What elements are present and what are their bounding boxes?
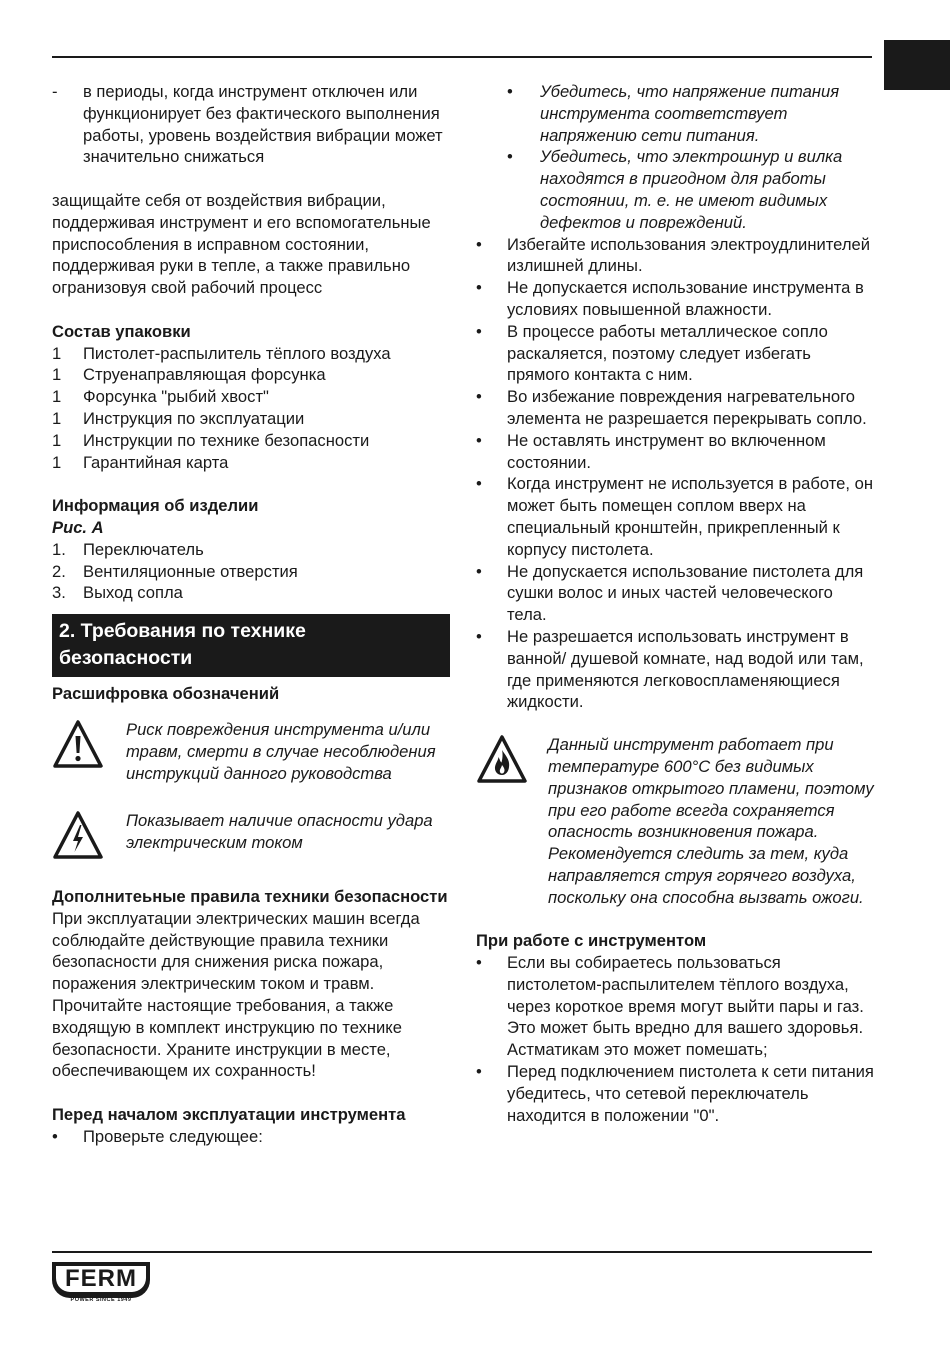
electric-shock-triangle-icon	[52, 810, 104, 860]
fire-warning-row	[476, 734, 876, 908]
logo-frame	[52, 1262, 150, 1298]
additional-rules-text: При эксплуатации электрических машин всегда соблюдайте действующие правила техники безопасности для снижения риска пожара, поражения электрическим током и травм. Прочитайте настоящие требования, а также входящую в комплект инструкцию по технике безопасности. Храните инструкции в месте, обеспечивающем их сохранность!	[52, 908, 420, 1081]
package-qty: 1	[52, 430, 62, 450]
rule-item-text: Во избежание повреждения нагревательного элемента не разрешается перекрывать сопло.	[507, 387, 867, 428]
product-part-item	[52, 561, 452, 583]
rule-item-text: Не допускается использование инструмента в условиях повышенной влажности.	[507, 278, 864, 319]
package-qty: 1	[52, 452, 62, 472]
before-use-heading: Перед началом эксплуатации инструмента	[52, 1104, 406, 1124]
fire-warning-text: Данный инструмент работает при температуре 600°C без видимых признаков открытого пламени, поэтому при его работе всегда сохраняется опасность возникновения пожара. Рекомендуется следить за тем, куда направляется струя горячего воздуха, поскольку она способна вызвать ожоги.	[548, 735, 874, 907]
bullet-marker: •	[507, 82, 513, 101]
package-item-text: Инструкция по эксплуатации	[83, 408, 305, 428]
part-name: Вентиляционные отверстия	[83, 561, 298, 581]
bottom-rule	[52, 1251, 872, 1253]
additional-rules-heading: Дополнитеьные правила техники безопасности	[52, 886, 448, 906]
package-item-text: Струенаправляющая форсунка	[83, 365, 326, 385]
rule-item-text: Избегайте использования электроудлинителей излишней длины.	[507, 234, 871, 276]
package-item	[52, 386, 452, 408]
exclamation-triangle-icon	[52, 719, 104, 769]
bullet-marker: •	[476, 626, 482, 646]
warning-legend-text: Риск повреждения инструмента и/или травм, смерти в случае несоблюдения инструкций данного руководства	[126, 719, 436, 783]
rule-item-text: Не оставлять инструмент во включенном состоянии.	[507, 430, 826, 472]
package-heading: Состав упаковки	[52, 321, 191, 341]
bullet-marker: •	[476, 430, 482, 450]
rule-item-text: В процессе работы металлическое сопло раскаляется, поэтому следует избегать прямого контакта с ним.	[507, 321, 828, 385]
vibration-paragraph: защищайте себя от воздействия вибрации, поддерживая инструмент и его вспомогательные приспособления в исправном состоянии, поддерживая руки в тепле, а также правильно огранизовуя свой рабочий процесс	[52, 190, 431, 298]
bullet-marker: •	[476, 387, 482, 407]
package-qty: 1	[52, 343, 62, 363]
part-name: Переключатель	[83, 539, 204, 559]
check-item-text: Убедитесь, что напряжение питания инструмента соответствует напряжению сети питания.	[540, 82, 840, 145]
working-item-text: Если вы собираетесь пользоваться пистолетом-распылителем тёплого воздуха, через короткое время могут выйти пары и газ. Это может быть вредно для вашего здоровья. Астматикам это может помешать;	[507, 953, 864, 1060]
logo-text: FERM	[56, 1266, 146, 1292]
working-item	[476, 952, 876, 1061]
package-item-text: Форсунка "рыбий хвост"	[83, 387, 269, 407]
before-use-item-text: Проверьте следующее:	[83, 1126, 263, 1146]
rule-item	[476, 277, 876, 321]
package-item	[52, 430, 452, 452]
bullet-marker: •	[476, 561, 482, 581]
bullet-marker: •	[507, 147, 513, 167]
part-number: 1.	[52, 539, 66, 559]
package-item	[52, 343, 452, 365]
ferm-logo	[52, 1262, 150, 1308]
rule-item-text: Не разрешается использовать инструмент в ванной/ душевой комнате, над водой или там, где применяются легковоспламеняющиеся жидкости.	[507, 626, 864, 712]
working-item	[476, 1061, 876, 1126]
top-rule	[52, 56, 872, 58]
bullet-marker: •	[52, 1126, 58, 1146]
product-part-item	[52, 539, 452, 561]
check-item-text: Убедитесь, что электрошнур и вилка находятся в пригодном для работы состоянии, т. е. не имеют видимых дефектов и повреждений.	[540, 147, 843, 232]
rule-item-text: Не допускается использование пистолета для сушки волос и иных частей человеческого тела.	[507, 561, 864, 625]
bullet-marker: •	[476, 278, 482, 298]
shock-legend-text: Показывает наличие опасности удара электрическим током	[126, 810, 433, 852]
package-qty: 1	[52, 408, 62, 428]
bullet-marker: •	[476, 474, 482, 494]
logo-tagline: POWER SINCE 1949	[70, 1297, 132, 1303]
package-item	[52, 452, 452, 474]
rule-item	[476, 473, 876, 560]
legend-heading: Расшифровка обозначений	[52, 684, 280, 704]
part-number: 2.	[52, 561, 66, 581]
rule-item	[476, 386, 876, 430]
rule-item	[476, 430, 876, 474]
product-info-heading: Информация об изделии	[52, 496, 259, 516]
rule-item	[476, 626, 876, 713]
package-item	[52, 364, 452, 386]
package-item-text: Пистолет-распылитель тёплого воздуха	[83, 343, 391, 363]
package-item-text: Гарантийная карта	[83, 452, 229, 472]
bullet-marker: •	[476, 1062, 482, 1082]
bullet-marker: •	[476, 234, 482, 254]
bullet-marker: •	[476, 321, 482, 341]
warning-legend-row	[52, 719, 452, 789]
working-item-text: Перед подключением пистолета к сети питания убедитесь, что сетевой переключатель находится в положении "0".	[507, 1062, 874, 1125]
product-part-item	[52, 582, 452, 604]
working-heading: При работе с инструментом	[476, 931, 707, 951]
bullet-marker: •	[476, 953, 482, 973]
rule-item-text: Когда инструмент не используется в работе, он может быть помещен соплом вверх на специальный кронштейн, прикрепленный к корпусу пистолета.	[507, 474, 873, 559]
part-number: 3.	[52, 583, 66, 603]
left-column	[52, 81, 452, 1147]
package-item	[52, 408, 452, 430]
vibration-item	[52, 81, 452, 168]
right-column	[476, 81, 876, 1126]
fire-triangle-icon	[476, 734, 528, 784]
shock-legend-row	[52, 810, 452, 880]
before-use-item	[52, 1126, 452, 1148]
rule-item	[476, 321, 876, 386]
dash-marker: -	[52, 82, 58, 101]
rule-item	[476, 561, 876, 626]
package-qty: 1	[52, 387, 62, 407]
vibration-item-text: в периоды, когда инструмент отключен или функционирует без фактического выполнения работы, уровень воздействия вибрации может значительно снижаться	[83, 82, 443, 167]
package-item-text: Инструкции по технике безопасности	[83, 430, 370, 450]
package-qty: 1	[52, 365, 62, 385]
check-item	[476, 81, 876, 146]
rule-item	[476, 234, 876, 278]
page-tab-marker	[884, 40, 950, 90]
section-title: 2. Требования по технике безопасности	[52, 614, 450, 677]
figure-label: Рис. A	[52, 517, 104, 537]
part-name: Выход сопла	[83, 583, 183, 603]
check-item	[476, 146, 876, 233]
